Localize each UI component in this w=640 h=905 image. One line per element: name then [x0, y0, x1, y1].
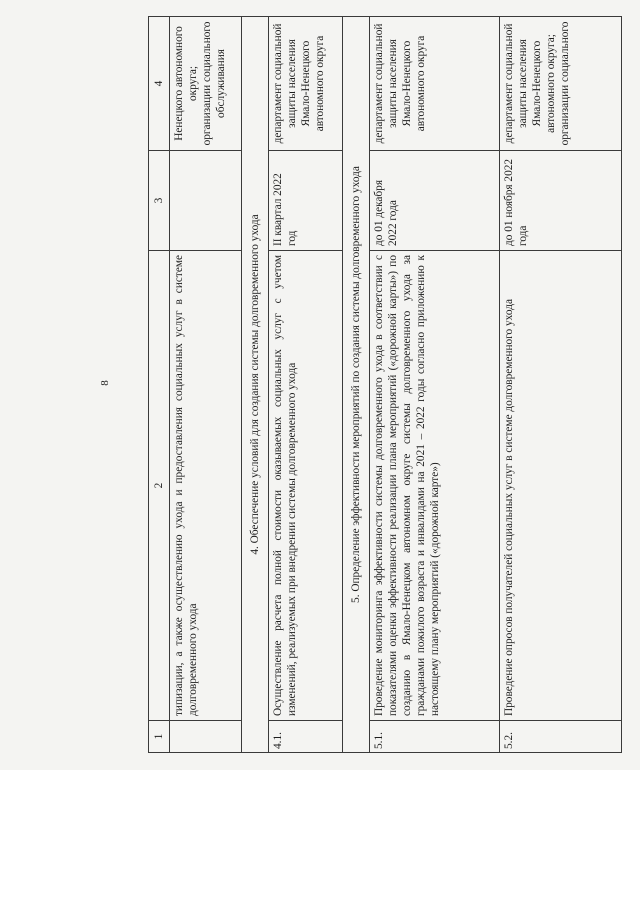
section-4-title: 4. Обеспечение условий для создания системы долговременного ухода	[242, 17, 269, 753]
table-row	[269, 17, 343, 753]
activity-cell: Осуществление расчета полной стоимости оказываемых социальных услуг с учетом изменений, реализуемых при внедрении системы долговременного ухода	[269, 251, 343, 721]
header-cell-1: 1	[149, 721, 170, 753]
responsible-line: департамент социальной защиты населения Ямало-Ненецкого автономного округа	[272, 23, 326, 144]
responsible-cell	[500, 17, 622, 151]
responsible-line: департамент социальной защиты населения Ямало-Ненецкого автономного округа	[373, 23, 427, 144]
table-row	[370, 17, 500, 753]
continuation-row	[170, 17, 242, 753]
responsible-cell	[170, 17, 242, 151]
deadline-cell: до 01 ноября 2022 года	[500, 151, 622, 251]
header-cell-2: 2	[149, 251, 170, 721]
responsible-cell	[269, 17, 343, 151]
header-row	[149, 17, 170, 753]
plan-table	[148, 16, 622, 753]
deadline-cell	[170, 151, 242, 251]
table-row	[500, 17, 622, 753]
responsible-line: организации социального обслуживания	[201, 21, 227, 146]
responsible-line: департамент социальной защиты населения Ямало-Ненецкого автономного округа;	[503, 23, 557, 144]
activity-cell: Проведение опросов получателей социальных услуг в системе долговременного ухода	[500, 251, 622, 721]
page-number: 8	[99, 380, 111, 386]
responsible-cell	[370, 17, 500, 151]
responsible-line: Ненецкого автономного округа;	[173, 26, 199, 141]
row-number	[170, 721, 242, 753]
section-heading-row	[242, 17, 269, 753]
responsible-line: организации социального	[559, 21, 571, 146]
activity-cell: типизации, а также осуществлению ухода и предоставления социальных услуг в системе долговременного ухода	[170, 251, 242, 721]
deadline-cell: II квартал 2022 год	[269, 151, 343, 251]
header-cell-4: 4	[149, 17, 170, 151]
deadline-cell: до 01 декабря 2022 года	[370, 151, 500, 251]
row-number: 5.2.	[500, 721, 622, 753]
row-number: 5.1.	[370, 721, 500, 753]
section-5-title: 5. Определение эффективности мероприятий по создания системы долговременного ухода	[343, 17, 370, 753]
row-number: 4.1.	[269, 721, 343, 753]
activity-cell: Проведение мониторинга эффективности системы долговременного ухода в соответствии с показателями оценки эффективности реализации плана мероприятий («дорожной карты») по созданию в Ямало-Ненецком автономном округе системы долговременного ухода за гражданами пожилого возраста и инвалидами на 2021 – 2022 годы согласно приложению к настоящему плану мероприятий («дорожной карте»)	[370, 251, 500, 721]
rotated-table-container	[148, 17, 622, 753]
header-cell-3: 3	[149, 151, 170, 251]
section-heading-row	[343, 17, 370, 753]
